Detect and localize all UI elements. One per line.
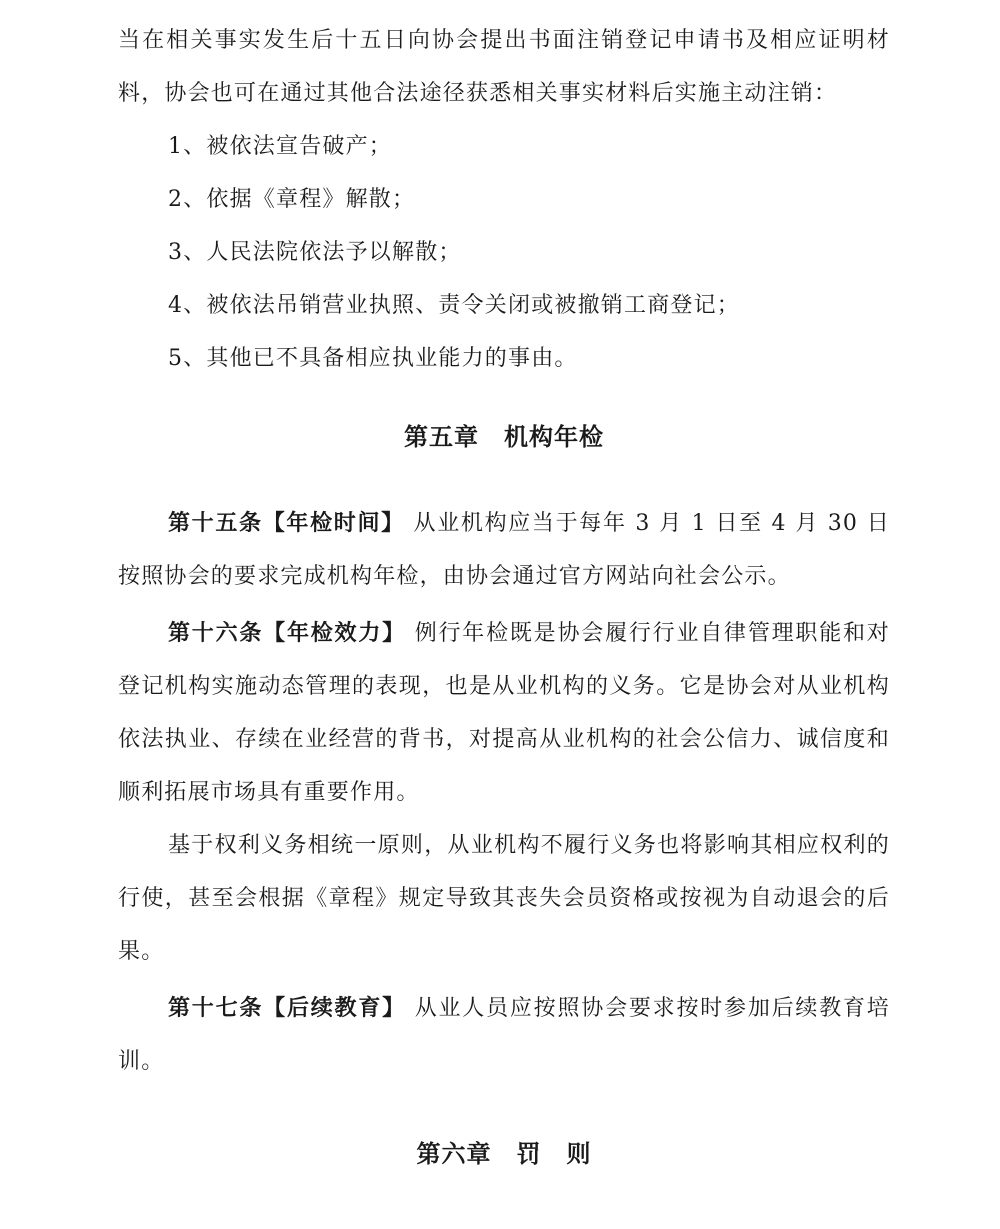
article-17 [118, 982, 890, 1088]
article-16 [118, 607, 890, 819]
article-15-heading: 第十五条【年检时间】 [168, 511, 405, 536]
list-item: 2、依据《章程》解散； [168, 187, 416, 212]
list-item: 3、人民法院依法予以解散； [168, 240, 462, 265]
article-17-text: 从业人员应按照协会要求按时参加后续教育培训。 [118, 996, 890, 1074]
dissolution-list [118, 120, 890, 385]
chapter-five-heading: 第五章 机构年检 [404, 423, 604, 451]
list-item: 5、其他已不具备相应执业能力的事由。 [168, 346, 578, 371]
list-item: 1、被依法宣告破产； [168, 134, 392, 159]
article-15-text: 从业机构应当于每年 3 月 1 日至 4 月 30 日按照协会的要求完成机构年检，由协会通过官方网站向社会公示。 [118, 511, 890, 589]
chapter-six-heading: 第六章 罚 则 [416, 1140, 592, 1168]
document-page [118, 0, 890, 1184]
continuation-paragraph: 当在相关事实发生后十五日向协会提出书面注销登记申请书及相应证明材料，协会也可在通过其他合法途径获悉相关事实材料后实施主动注销： [118, 28, 890, 106]
article-16-text: 例行年检既是协会履行行业自律管理职能和对登记机构实施动态管理的表现，也是从业机构的义务。它是协会对从业机构依法执业、存续在业经营的背书，对提高从业机构的社会公信力、诚信度和顺利拓展市场具有重要作用。 [118, 621, 890, 805]
article-17-heading: 第十七条【后续教育】 [168, 996, 406, 1021]
article-16-paragraph-2: 基于权利义务相统一原则，从业机构不履行义务也将影响其相应权利的行使，甚至会根据《章程》规定导致其丧失会员资格或按视为自动退会的后果。 [118, 833, 890, 964]
article-15 [118, 497, 890, 603]
list-item: 4、被依法吊销营业执照、责令关闭或被撤销工商登记； [168, 293, 740, 318]
article-16-heading: 第十六条【年检效力】 [168, 621, 406, 646]
